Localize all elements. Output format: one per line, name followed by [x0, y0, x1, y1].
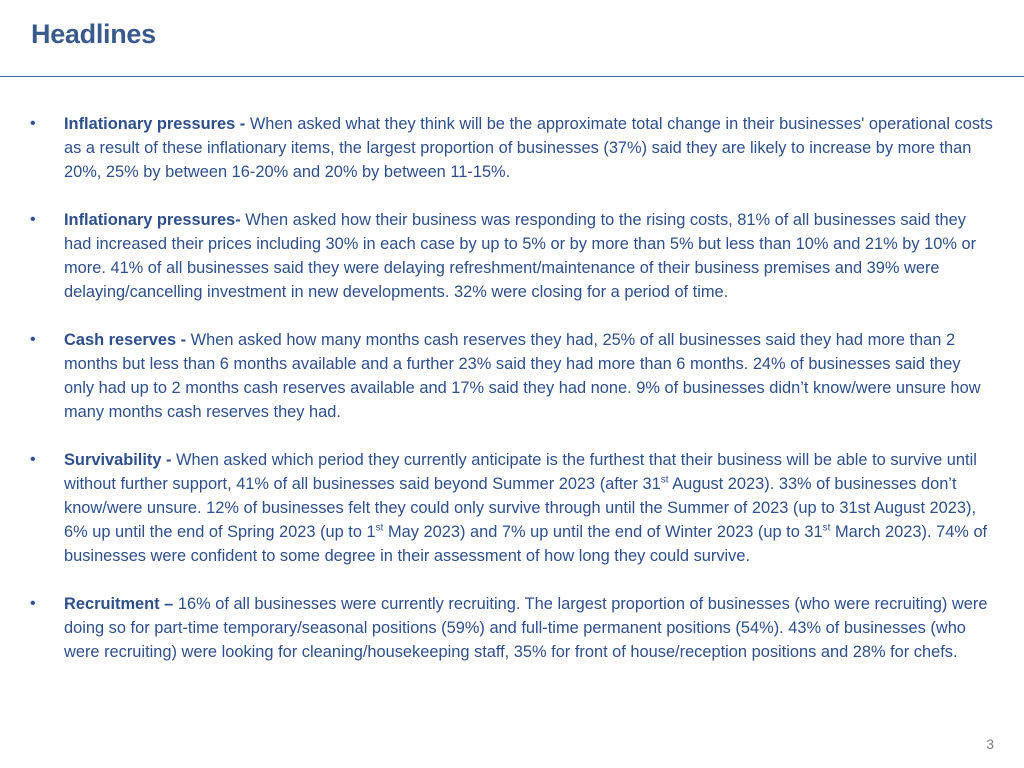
- slide-title: Headlines: [31, 19, 156, 49]
- title-divider: [0, 76, 1024, 77]
- bullet-marker: •: [30, 115, 36, 132]
- bullet-heading: Inflationary pressures-: [64, 211, 246, 229]
- ordinal-suffix: st: [822, 522, 831, 534]
- bullet-cash-reserves: [0, 328, 1024, 424]
- bullet-heading: Survivability -: [64, 451, 177, 469]
- bullet-inflationary-costs: [0, 112, 1024, 184]
- bullet-text-part-c: May 2023) and 7% up until the end of Winter 2023 (up to 31: [383, 523, 823, 541]
- bullet-text: When asked how many months cash reserves they had, 25% of all businesses said they had more than 2 months but less than 6 months available and a further 23% said they had more than 6 months. 24% of businesses said they only had up to 2 months cash reserves available and 17% said they had none. 9% of businesses didn’t know/were unsure how many months cash reserves they had.: [64, 331, 981, 421]
- bullet-marker: •: [30, 331, 36, 348]
- bullet-text: When asked what they think will be the approximate total change in their businesses' operational costs as a result of these inflationary items, the largest proportion of businesses (37%) said they are likely to increase by more than 20%, 25% by between 16-20% and 20% by between 11-15%.: [64, 115, 993, 181]
- ordinal-suffix: st: [375, 522, 384, 534]
- headline-list: [0, 112, 1024, 688]
- bullet-recruitment: [0, 592, 1024, 664]
- bullet-text: When asked how their business was responding to the rising costs, 81% of all businesses said they had increased their prices including 30% in each case by up to 5% or by more than 5% but less than 10% and 21% by 10% or more. 41% of all businesses said they were delaying refreshment/maintenance of their business premises and 39% were delaying/cancelling investment in new developments. 32% were closing for a period of time.: [64, 211, 977, 301]
- bullet-marker: •: [30, 451, 36, 468]
- ordinal-suffix: st: [660, 474, 669, 486]
- bullet-marker: •: [30, 211, 36, 228]
- bullet-heading: Recruitment –: [64, 595, 178, 613]
- bullet-text-part-b: August 2023). 33% of businesses don’t know/were unsure. 12% of businesses felt they could only survive through until the Summer of 2023 (up to 31st August 2023), 6% up until the end of Spring 2023 (up to 1: [64, 475, 977, 541]
- bullet-heading: Cash reserves -: [64, 331, 191, 349]
- page-number: 3: [986, 736, 994, 752]
- bullet-marker: •: [30, 595, 36, 612]
- bullet-text: 16% of all businesses were currently recruiting. The largest proportion of businesses (who were recruiting) were doing so for part-time temporary/seasonal positions (59%) and full-time permanent positions (54%). 43% of businesses (who were recruiting) were looking for cleaning/housekeeping staff, 35% for front of house/reception positions and 28% for chefs.: [64, 595, 988, 661]
- bullet-heading: Inflationary pressures -: [64, 115, 250, 133]
- bullet-text-part-d: March 2023). 74% of businesses were confident to some degree in their assessment of how long they could survive.: [64, 523, 988, 565]
- bullet-inflationary-response: [0, 208, 1024, 304]
- bullet-survivability: [0, 448, 1024, 568]
- bullet-text-part-a: When asked which period they currently anticipate is the furthest that their business will be able to survive until without further support, 41% of all businesses said beyond Summer 2023 (after 31: [64, 451, 977, 493]
